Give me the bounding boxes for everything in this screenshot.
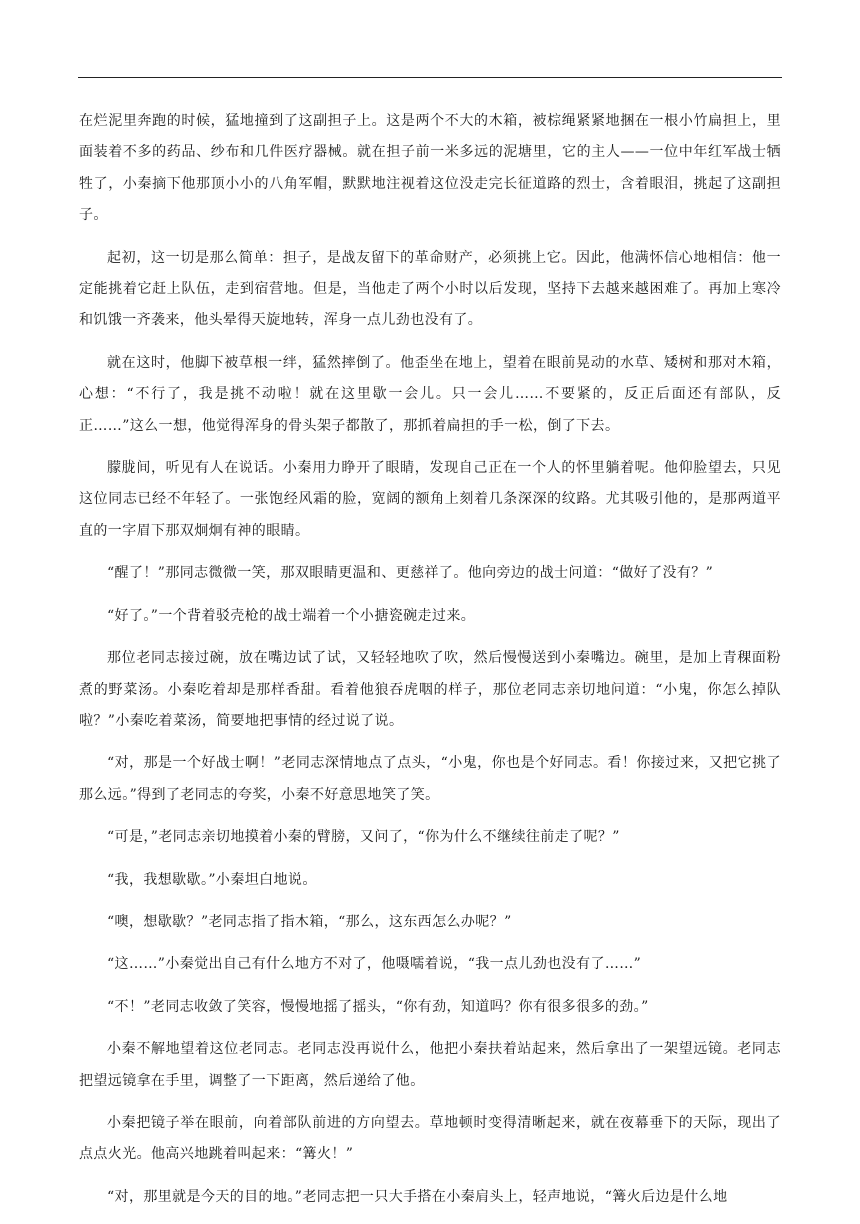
paragraph: “对，那是一个好战士啊！”老同志深情地点了点头，“小鬼，你也是个好同志。看！你接过来，又把它挑了那么远。”得到了老同志的夸奖，小秦不好意思地笑了笑。	[79, 755, 781, 803]
paragraph: “对，那里就是今天的目的地。”老同志把一只大手搭在小秦肩头上，轻声地说，“篝火后边是什么地	[107, 1188, 728, 1205]
paragraph: “好了。”一个背着驳壳枪的战士端着一个小搪瓷碗走过来。	[107, 607, 476, 624]
paragraph: 就在这时，他脚下被草根一绊，猛然摔倒了。他歪坐在地上，望着在眼前晃动的水草、矮树和那对木箱，心想：“不行了，我是挑不动啦！就在这里歇一会儿。只一会儿……不要紧的，反正后面还有部队，反正……”这么一想，他觉得浑身的骨头架子都散了，那抓着扁担的手一松，倒了下去。	[79, 354, 781, 434]
paragraph: “噢，想歇歇？”老同志指了指木箱，“那么，这东西怎么办呢？”	[107, 913, 512, 930]
paragraph: “这……”小秦觉出自己有什么地方不对了，他嗫嚅着说，“我一点儿劲也没有了……”	[107, 956, 642, 973]
paragraph: 朦胧间，听见有人在说话。小秦用力睁开了眼睛，发现自己正在一个人的怀里躺着呢。他仰脸望去，只见这位同志已经不年轻了。一张饱经风霜的脸，宽阔的额角上刻着几条深深的纹路。尤其吸引他的，是那两道平直的一字眉下那双炯炯有神的眼睛。	[79, 460, 781, 539]
paragraph: 小秦不解地望着这位老同志。老同志没再说什么，他把小秦扶着站起来，然后拿出了一架望远镜。老同志把望远镜拿在手里，调整了一下距离，然后递给了他。	[79, 1041, 781, 1089]
paragraph: “可是，”老同志亲切地摸着小秦的臂膀，又问了，“你为什么不继续往前走了呢？”	[107, 829, 620, 846]
paragraph: 那位老同志接过碗，放在嘴边试了试，又轻轻地吹了吹，然后慢慢送到小秦嘴边。碗里，是加上青稞面粉煮的野菜汤。小秦吃着却是那样香甜。看着他狼吞虎咽的样子，那位老同志亲切地问道：“小鬼，你怎么掉队啦？”小秦吃着菜汤，简要地把事情的经过说了说。	[79, 650, 781, 729]
paragraph: “醒了！”那同志微微一笑，那双眼睛更温和、更慈祥了。他向旁边的战士问道：“做好了没有？”	[107, 565, 714, 582]
paragraph: 起初，这一切是那么简单：担子，是战友留下的革命财产，必须挑上它。因此，他满怀信心地相信：他一定能挑着它赶上队伍，走到宿营地。但是，当他走了两个小时以后发现，坚持下去越来越困难了。再加上寒冷和饥饿一齐袭来，他头晕得天旋地转，浑身一点儿劲也没有了。	[79, 249, 781, 329]
article-body	[79, 106, 781, 1224]
paragraph: “我，我想歇歇。”小秦坦白地说。	[107, 871, 317, 888]
paragraph: “不！”老同志收敛了笑容，慢慢地摇了摇头，“你有劲，知道吗？你有很多很多的劲。”	[107, 998, 649, 1015]
header-rule	[78, 77, 782, 78]
paragraph: 在烂泥里奔跑的时候，猛地撞到了这副担子上。这是两个不大的木箱，被棕绳紧紧地捆在一根小竹扁担上，里面装着不多的药品、纱布和几件医疗器械。就在担子前一米多远的泥塘里，它的主人——一位中年红军战士牺牲了，小秦摘下他那顶小小的八角军帽，默默地注视着这位没走完长征道路的烈士，含着眼泪，挑起了这副担子。	[79, 113, 781, 224]
paragraph: 小秦把镜子举在眼前，向着部队前进的方向望去。草地顿时变得清晰起来，就在夜幕垂下的天际，现出了点点火光。他高兴地跳着叫起来：“篝火！”	[79, 1114, 781, 1163]
